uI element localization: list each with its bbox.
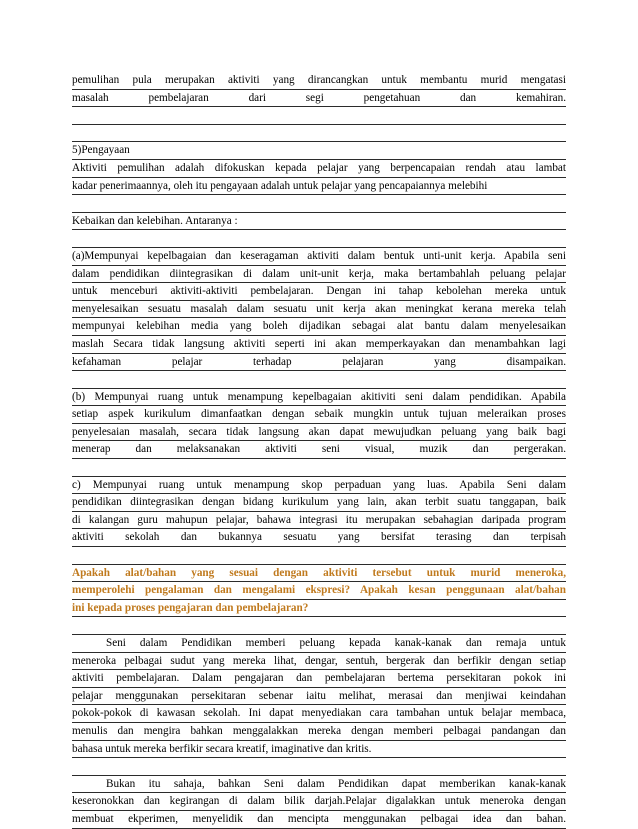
text-line: membuat ekperimen, menyelidik dan mencipta menggunakan pelbagai idea dan bahan. — [72, 811, 566, 829]
blank-line — [72, 125, 566, 143]
blank-line — [72, 230, 566, 248]
text-line: mempunyai kelebihan media yang boleh dijadikan sebagai alat bantu dalam menyelesaikan — [72, 318, 566, 336]
text-line: pemulihan pula merupakan aktiviti yang dirancangkan untuk membantu murid mengatasi — [72, 72, 566, 90]
text-line: kadar penerimaannya, oleh itu pengayaan adalah untuk pelajar yang pencapaiannya melebihi — [72, 178, 566, 196]
text-line: meneroka pelbagai sudut yang mereka lihat, dengar, sentuh, bergerak dan berfikir dengan setiap — [72, 653, 566, 671]
text-line: di kalangan guru mahupun pelajar, bahawa integrasi itu merupakan sebahagian daripada program — [72, 512, 566, 530]
heading-question-line: ini kepada proses pengajaran dan pembelajaran? — [72, 600, 566, 618]
text-line: (b) Mempunyai ruang untuk menampung kepelbagaian akitiviti seni dalam pendidikan. Apabila — [72, 389, 566, 407]
text-line: masalah pembelajaran dari segi pengetahuan dan kemahiran. — [72, 90, 566, 108]
heading-question-line: memperolehi pengalaman dan mengalami ekspresi? Apakah kesan penggunaan alat/bahan — [72, 582, 566, 600]
text-line: Seni dalam Pendidikan memberi peluang kepada kanak-kanak dan remaja untuk — [72, 635, 566, 653]
text-line: maslah Secara tidak langsung aktiviti seperti ini akan memperkayakan dan menambahkan lagi — [72, 336, 566, 354]
blank-line — [72, 371, 566, 389]
blank-line — [72, 758, 566, 776]
text-line: Kebaikan dan kelebihan. Antaranya : — [72, 213, 566, 231]
text-line: menulis dan mengira bahkan menggalakkan mereka dengan memberi pelbagai pandangan dan — [72, 723, 566, 741]
document-page — [72, 72, 566, 829]
text-line: kefahaman pelajar terhadap pelajaran yang disampaikan. — [72, 354, 566, 372]
blank-line — [72, 547, 566, 565]
text-line: 5)Pengayaan — [72, 142, 566, 160]
text-line: pelajar menggunakan persekitaran sebenar iaitu melihat, merasai dan menjiwai keindahan — [72, 688, 566, 706]
text-line: (a)Mempunyai kepelbagaian dan keseragaman aktiviti dalam bentuk unti-unit kerja. Apabila seni — [72, 248, 566, 266]
text-line: dalam pendidikan diintegrasikan di dalam unit-unit kerja, maka bertambahlah peluang pelajar — [72, 266, 566, 284]
blank-line — [72, 459, 566, 477]
blank-line — [72, 617, 566, 635]
text-line: bahasa untuk mereka berfikir secara kreatif, imaginative dan kritis. — [72, 741, 566, 759]
text-line: pendidikan diintegrasikan dengan bidang kurikulum yang lain, akan terbit suatu tanggapan, baik — [72, 494, 566, 512]
text-line: pokok-pokok di kawasan sekolah. Ini dapat menyediakan cara tambahan untuk belajar membaca, — [72, 705, 566, 723]
text-line: c) Mempunyai ruang untuk menampung skop perpaduan yang luas. Apabila Seni dalam — [72, 477, 566, 495]
heading-question-line: Apakah alat/bahan yang sesuai dengan aktiviti tersebut untuk murid meneroka, — [72, 565, 566, 583]
text-line: aktiviti sekolah dan bukannya sesuatu yang bersifat terasing dan terpisah — [72, 529, 566, 547]
text-line: menerap dan melaksanakan aktiviti seni visual, muzik dan pergerakan. — [72, 441, 566, 459]
text-line: untuk menceburi aktiviti-aktiviti pembelajaran. Dengan ini tahap kebolehan mereka untuk — [72, 283, 566, 301]
text-line: menyelesaikan sesuatu masalah dalam sesuatu unit kerja akan meningkat kerana mereka telah — [72, 301, 566, 319]
text-line: Aktiviti pemulihan adalah difokuskan kepada pelajar yang berpencapaian rendah atau lambat — [72, 160, 566, 178]
blank-line — [72, 107, 566, 125]
text-line: Bukan itu sahaja, bahkan Seni dalam Pendidikan dapat memberikan kanak-kanak — [72, 776, 566, 794]
text-line: penyelesaian masalah, secara tidak langsung akan dapat mewujudkan peluang yang baik bagi — [72, 424, 566, 442]
blank-line — [72, 195, 566, 213]
text-line: setiap aspek kurikulum dimanfaatkan dengan sebaik mungkin untuk tujuan meleraikan proses — [72, 406, 566, 424]
text-line: aktiviti pembelajaran. Dalam pengajaran dan pembelajaran bertema persekitaran pokok ini — [72, 670, 566, 688]
text-line: keseronokkan dan kegirangan di dalam bilik darjah.Pelajar digalakkan untuk meneroka dengan — [72, 793, 566, 811]
